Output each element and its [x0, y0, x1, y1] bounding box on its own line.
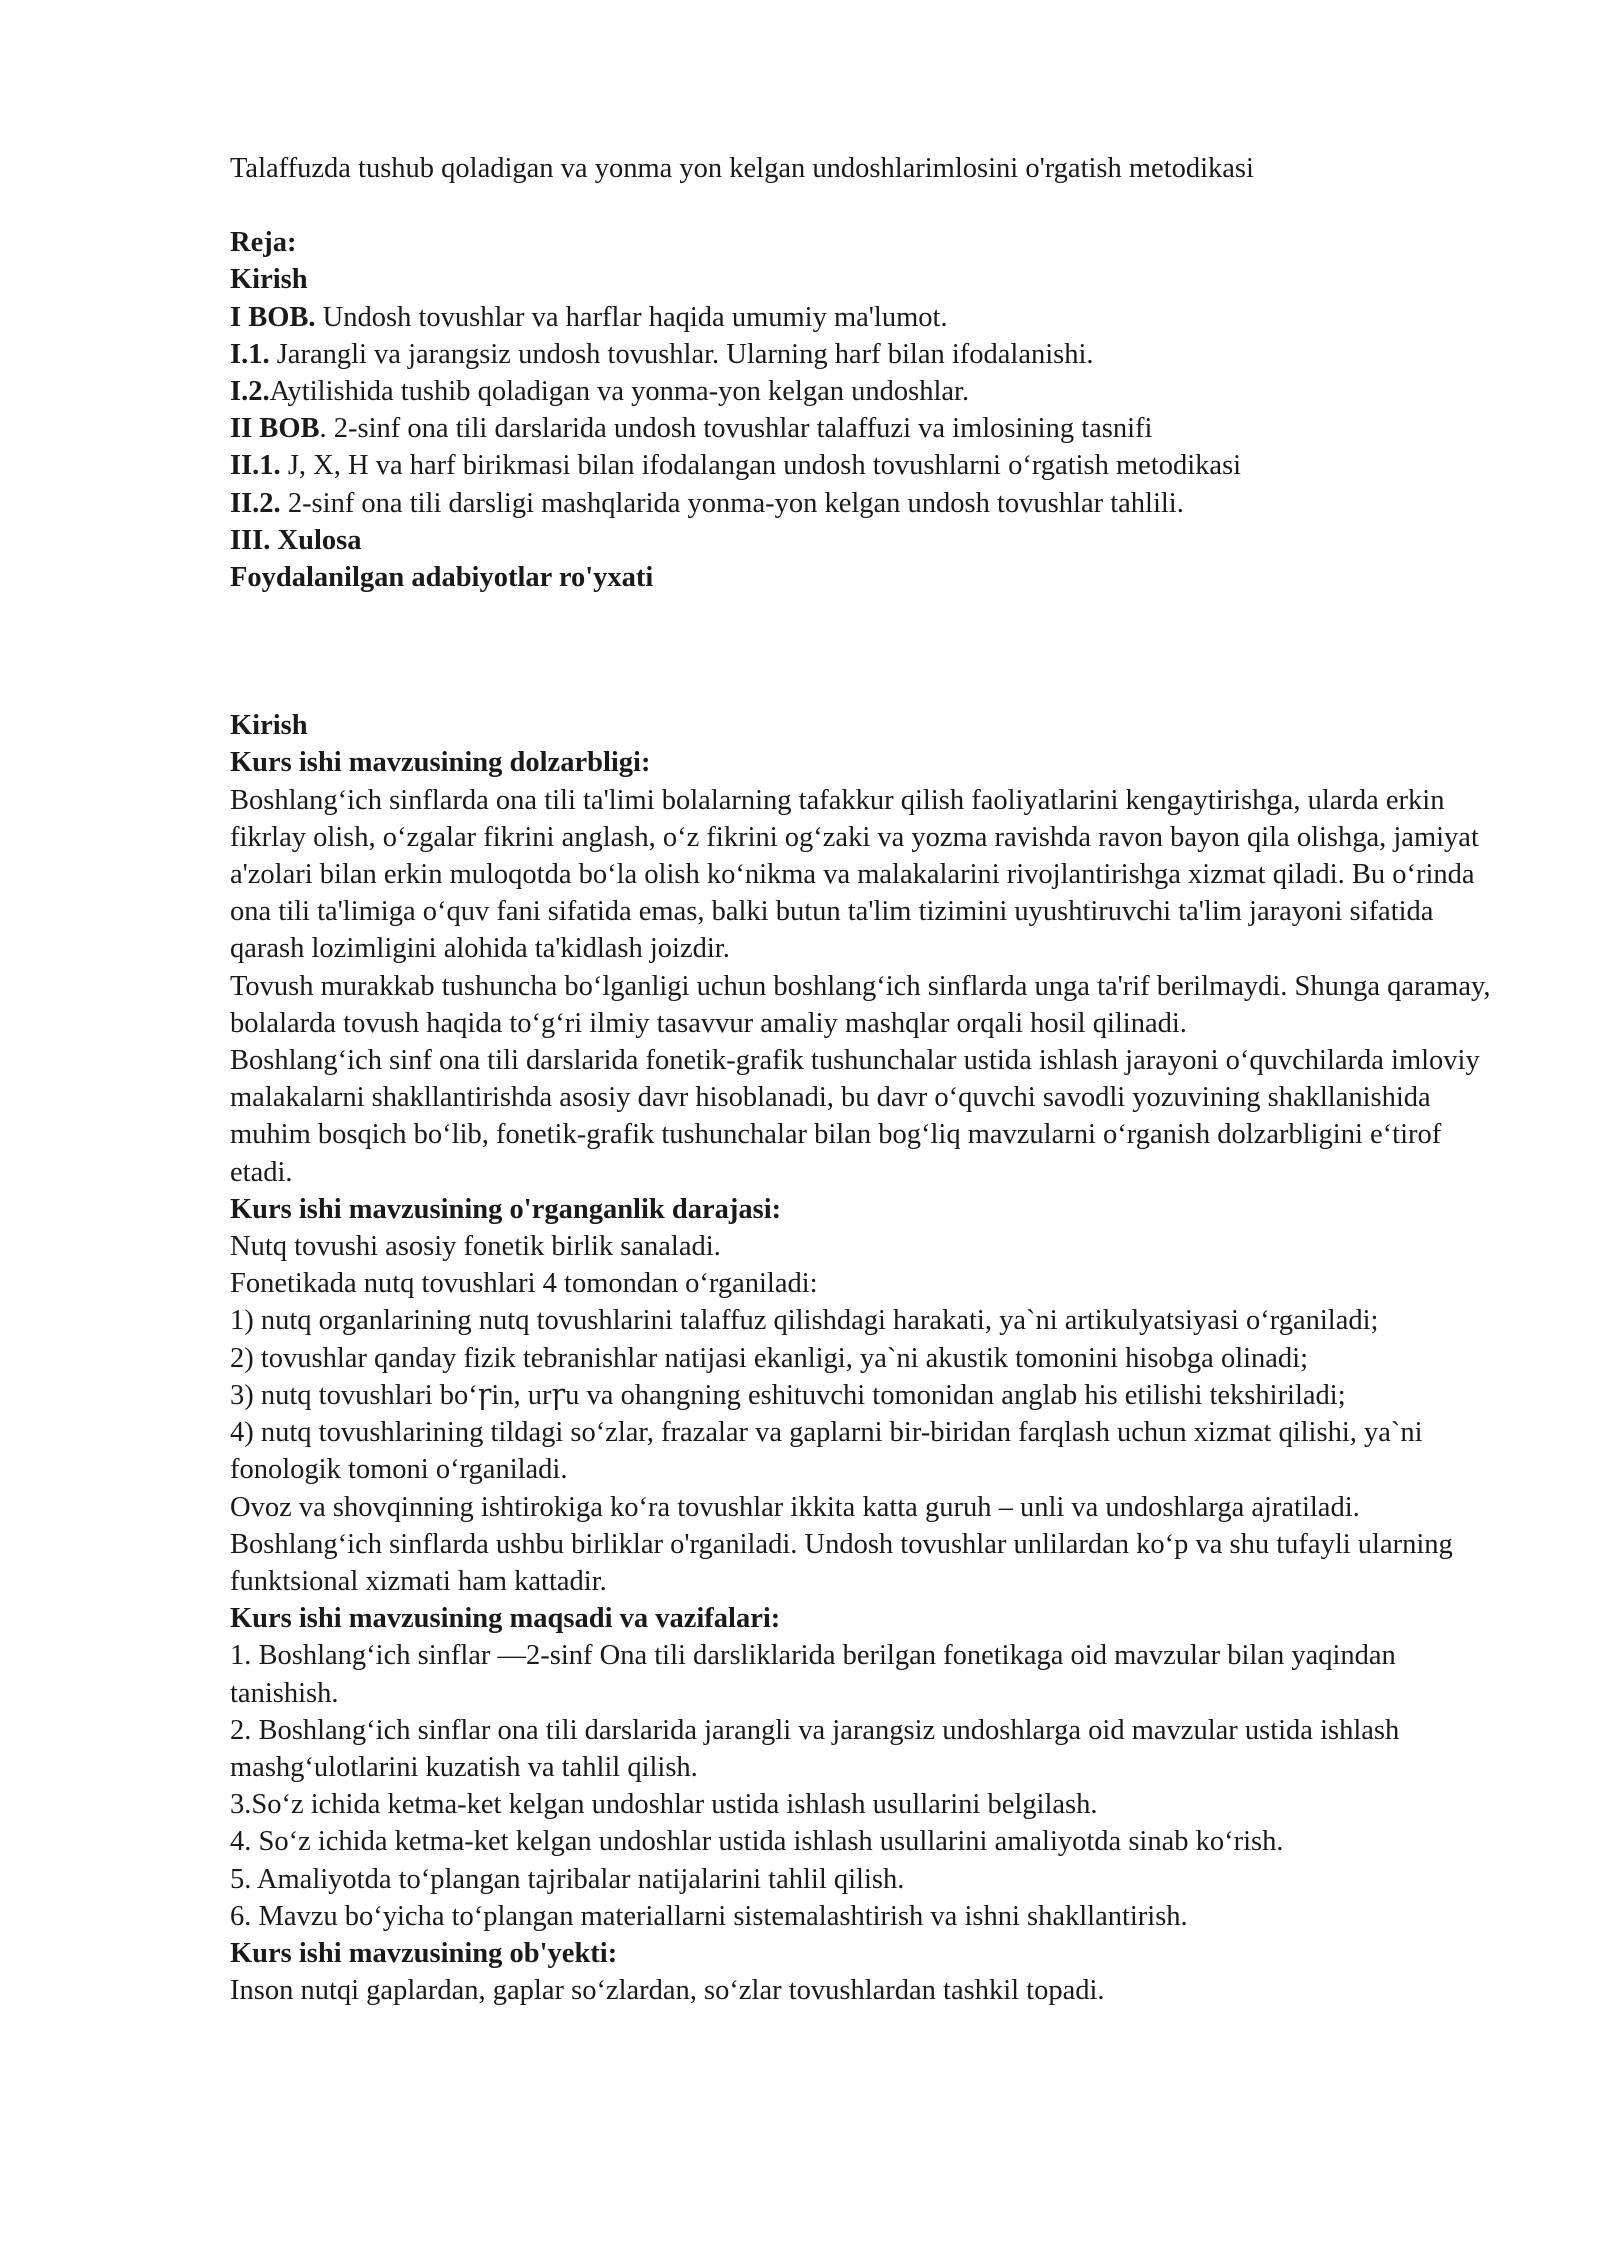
toc-item: I.1. Jarangli va jarangsiz undosh tovushlar. Ularning harf bilan ifodalanishi.: [230, 338, 1094, 370]
list-item: 5. Amaliyotda to‘plangan tajribalar natijalarini tahlil qilish.: [230, 1863, 905, 1895]
toc-item: Kirish: [230, 264, 308, 296]
document-title: Talaffuzda tushub qoladigan va yonma yon kelgan undoshlarimlosini o'rgatish metodikasi: [230, 153, 1254, 184]
paragraph: Inson nutqi gaplardan, gaplar so‘zlardan, so‘zlar tovushlardan tashkil topadi.: [230, 1975, 1105, 2007]
toc-item: II.1. J, X, H va harf birikmasi bilan ifodalangan undosh tovushlarni o‘rgatish metodikasi: [230, 450, 1242, 482]
list-item: 1. Boshlang‘ich sinflar ―2-sinf Ona tili darsliklarida berilgan fonetikaga oid mavzular bilan yaqindan tanishish.: [230, 1640, 1396, 1709]
toc-item: II.2. 2-sinf ona tili darsligi mashqlarida yonma-yon kelgan undosh tovushlar tahlili.: [230, 487, 1184, 519]
list-item: 1) nutq organlarining nutq tovushlarini talaffuz qilishdagi harakati, ya`ni artikulyatsiyasi o‘rganiladi;: [230, 1305, 1379, 1337]
section-heading: Kurs ishi mavzusining maqsadi va vazifalari:: [230, 1603, 781, 1635]
section-heading: Kurs ishi mavzusining dolzarbligi:: [230, 747, 651, 779]
list-item: 6. Mavzu bo‘yicha to‘plangan materiallarni sistemalashtirish va ishni shakllantirish.: [230, 1900, 1188, 1932]
paragraph: Ovoz va shovqinning ishtirokiga ko‘ra tovushlar ikkita katta guruh – unli va undoshlarga ajratiladi. Boshlang‘ich sinflarda ushbu birliklar o'rganiladi. Undosh tovushlar unlilardan ko‘p va shu tufayli ularning funktsional xizmati ham kattadir.: [230, 1491, 1453, 1597]
list-item: 2) tovushlar qanday fizik tebranishlar natijasi ekanligi, ya`ni akustik tomonini hisobga olinadi;: [230, 1342, 1309, 1374]
section-heading: Kurs ishi mavzusining ob'yekti:: [230, 1937, 618, 1969]
section-heading: Kurs ishi mavzusining o'rganganlik darajasi:: [230, 1193, 782, 1225]
intro-heading: Kirish: [230, 710, 308, 742]
toc-item: Foydalanilgan adabiyotlar ro'yxati: [230, 562, 654, 594]
list-item: 4. So‘z ichida ketma-ket kelgan undoshlar ustida ishlash usullarini amaliyotda sinab ko‘rish.: [230, 1826, 1284, 1858]
toc-item: II BOB. 2-sinf ona tili darslarida undosh tovushlar talaffuzi va imlosining tasnifi: [230, 413, 1153, 445]
paragraph: Boshlang‘ich sinf ona tili darslarida fonetik-grafik tushunchalar ustida ishlash jarayoni o‘quvchilarda imloviy malakalarni shakllantirishda asosiy davr hisoblanadi, bu davr o‘quvchi savodli yozuvining shakllanishida muhim bosqich bo‘lib, fonetik-grafik tushunchalar bilan bog‘liq mavzularni o‘rganish dolzarbligini e‘tirof etadi.: [230, 1045, 1480, 1188]
toc-item: I.2.Aytilishida tushib qoladigan va yonma-yon kelgan undoshlar.: [230, 376, 970, 408]
paragraph: Nutq tovushi asosiy fonetik birlik sanaladi.: [230, 1231, 721, 1263]
paragraph: Fonetikada nutq tovushlari 4 tomondan o‘rganiladi:: [230, 1268, 818, 1300]
list-item: 2. Boshlang‘ich sinflar ona tili darslarida jarangli va jarangsiz undoshlarga oid mavzular ustida ishlash mashg‘ulotlarini kuzatish va tahlil qilish.: [230, 1714, 1400, 1783]
paragraph: Tovush murakkab tushuncha bo‘lganligi uchun boshlang‘ich sinflarda unga ta'rif berilmaydi. Shunga qaramay, bolalarda tovush haqida to‘g‘ri ilmiy tasavvur amaliy mashqlar orqali hosil qilinadi.: [230, 970, 1491, 1039]
toc-item: III. Xulosa: [230, 524, 362, 556]
spacer: [230, 187, 1510, 224]
plan-heading: Reja:: [230, 227, 297, 259]
list-item: 3) nutq tovushlari bo‘ꞅin, urꞅu va ohangning eshituvchi tomonidan anglab his etilishi tekshiriladi;: [230, 1379, 1346, 1411]
document-page: [230, 150, 1510, 2009]
paragraph: Boshlang‘ich sinflarda ona tili ta'limi bolalarning tafakkur qilish faoliyatlarini kengaytirishga, ularda erkin fikrlay olish, o‘zgalar fikrini anglash, o‘z fikrini og‘zaki va yozma ravishda ravon bayon qila olishga, jamiyat a'zolari bilan erkin muloqotda bo‘la olish ko‘nikma va malakalarini rivojlantirishga xizmat qiladi. Bu o‘rinda ona tili ta'limiga o‘quv fani sifatida emas, balki butun ta'lim tizimini uyushtiruvchi ta'lim jarayoni sifatida qarash lozimligini alohida ta'kidlash joizdir.: [230, 784, 1479, 965]
list-item: 3.So‘z ichida ketma-ket kelgan undoshlar ustida ishlash usullarini belgilash.: [230, 1789, 1098, 1821]
table-of-contents: [230, 261, 1510, 596]
toc-item: I BOB. Undosh tovushlar va harflar haqida umumiy ma'lumot.: [230, 301, 948, 333]
list-item: 4) nutq tovushlarining tildagi so‘zlar, frazalar va gaplarni bir-biridan farqlash uchun xizmat qilishi, ya`ni fonologik tomoni o‘rganiladi.: [230, 1417, 1423, 1486]
spacer: [230, 596, 1510, 707]
